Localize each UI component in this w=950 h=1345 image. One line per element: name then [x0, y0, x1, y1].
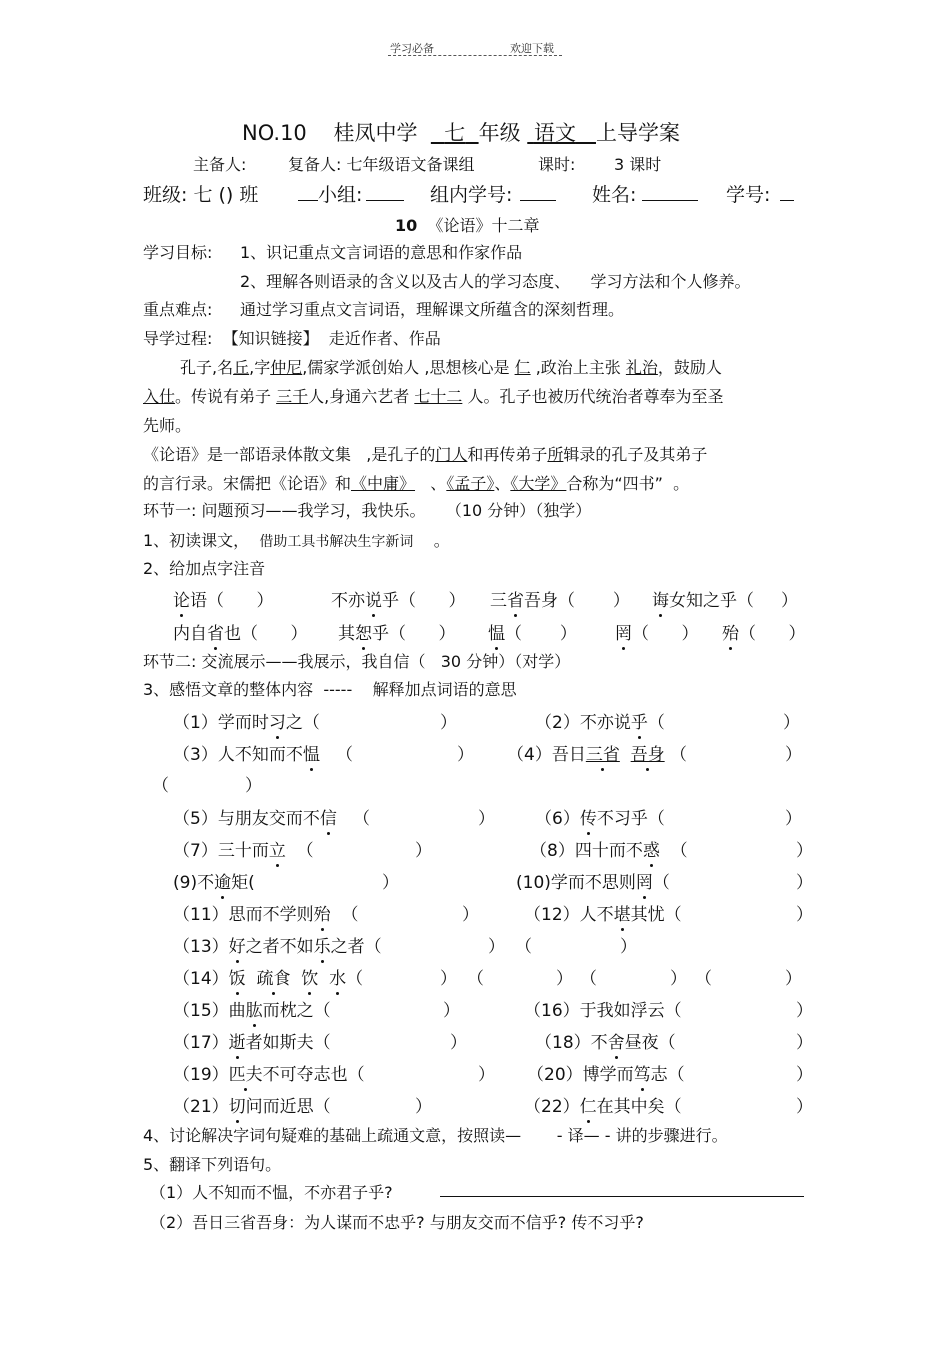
- paren-close: ）: [478, 809, 495, 829]
- q4: 4、讨论解决字词句疑难的基础上疏通文意，按照读— - 译— - 讲的步骤进行。: [143, 1126, 728, 1145]
- guide-line: 导学过程: 【知识链接】 走近作者、作品: [143, 329, 441, 348]
- explain-item-15[interactable]: （15）曲肱而枕之（: [173, 1001, 331, 1021]
- authors-co: 复备人: 七年级语文备课组: [288, 155, 475, 174]
- paren-close: ）: [796, 873, 813, 893]
- page-title: [242, 117, 680, 147]
- paren-close: ）: [415, 841, 432, 861]
- paren-close: ）: [785, 745, 802, 765]
- pinyin-item[interactable]: 不亦说乎（ ）: [331, 591, 466, 611]
- paren-open: （: [695, 969, 712, 989]
- translate-1: （1）人不知而不愠，不亦君子乎?: [150, 1183, 393, 1202]
- pinyin-item[interactable]: 愠（ ）: [488, 624, 577, 644]
- paren-close: ）: [488, 937, 505, 957]
- paren-open: （: [467, 969, 484, 989]
- group-field[interactable]: 小组:: [298, 180, 404, 207]
- explain-item-9[interactable]: (9)不逾矩(: [173, 873, 255, 893]
- explain-item-16[interactable]: （16）于我如浮云（: [524, 1001, 682, 1021]
- name-field[interactable]: 姓名:: [592, 180, 698, 207]
- explain-item-11[interactable]: （11）思而不学则殆 （: [173, 905, 359, 925]
- title-subject: 语文: [533, 121, 576, 145]
- header-right: 欢迎下载: [510, 42, 554, 55]
- explain-item-19[interactable]: （19）匹夫不可夺志也（: [173, 1065, 365, 1085]
- hours-label: 课时:: [538, 155, 576, 174]
- title-grade-suffix: 年级: [478, 121, 521, 145]
- q3: 3、感悟文章的整体内容 ----- 解释加点词语的意思: [143, 680, 517, 699]
- paren-open: （: [515, 937, 532, 957]
- title-school: 桂凤中学: [333, 121, 418, 145]
- section-1-title: 环节一: 问题预习——我学习，我快乐。 （10 分钟）（独学）: [143, 501, 592, 520]
- paren-close: ）: [450, 1033, 467, 1053]
- paren-open: （: [580, 969, 597, 989]
- explain-item-6[interactable]: （6）传不习乎（: [535, 809, 665, 829]
- header-divider: [388, 55, 562, 56]
- title-tail: 上导学案: [595, 121, 680, 145]
- paren-close: ）: [670, 969, 687, 989]
- explain-item-20[interactable]: （20）博学而笃志（: [527, 1065, 685, 1085]
- key-label: 重点难点:: [143, 300, 213, 319]
- section-2-title: 环节二: 交流展示——我展示，我自信（ 30 分钟）（对学）: [143, 652, 571, 671]
- pinyin-item[interactable]: 三省吾身（ ）: [490, 591, 630, 611]
- class-label: 班级: 七 () 班: [143, 184, 259, 206]
- hours-value: 3 课时: [614, 155, 662, 174]
- paren-close: ）: [796, 1033, 813, 1053]
- pinyin-item[interactable]: 其恕乎（ ）: [338, 624, 456, 644]
- title-no: NO.10: [242, 121, 307, 145]
- paren-close: ）: [440, 713, 457, 733]
- lesson-title: 10 《论语》十二章: [395, 216, 540, 235]
- q5: 5、翻译下列语句。: [143, 1155, 282, 1174]
- explain-item-3[interactable]: （3）人不知而不愠 （: [173, 745, 354, 765]
- q2: 2、给加点字注音: [143, 559, 266, 578]
- goal-2: 2、理解各则语录的含义以及古人的学习态度、 学习方法和个人修养。: [240, 272, 751, 291]
- lunyu-line-2: 的言行录。宋儒把《论语》和《中庸》 、《孟子》、《大学》合称为“四书” 。: [143, 474, 690, 493]
- explain-item-7[interactable]: （7）三十而立 （: [173, 841, 314, 861]
- explain-item-2[interactable]: （2）不亦说乎（: [535, 713, 665, 733]
- explain-item-13[interactable]: （13）好之者不如乐之者（: [173, 937, 382, 957]
- title-grade: 七: [444, 121, 466, 145]
- paren-close: ）: [382, 873, 399, 893]
- explain-item-17[interactable]: （17）逝者如斯夫（: [173, 1033, 331, 1053]
- confucius-line-1: 孔子,名丘,字仲尼,儒家学派创始人 ,思想核心是 仁 ,政治上主张 礼治，鼓励人: [180, 358, 722, 377]
- paren-close: ）: [415, 1097, 432, 1117]
- paren-close: ）: [796, 1097, 813, 1117]
- in-group-field[interactable]: 组内学号:: [430, 180, 556, 207]
- paren-close: ）: [478, 1065, 495, 1085]
- pinyin-item[interactable]: 论语（ ）: [173, 591, 274, 611]
- paren-close: ）: [443, 1001, 460, 1021]
- paren-close: ）: [785, 809, 802, 829]
- key-text: 通过学习重点文言词语，理解课文所蕴含的深刻哲理。: [240, 300, 625, 319]
- explain-item-21[interactable]: （21）切问而近思（: [173, 1097, 331, 1117]
- paren-close: ）: [620, 937, 637, 957]
- explain-item-22[interactable]: （22）仁在其中矣（: [524, 1097, 682, 1117]
- answer-line-1[interactable]: [440, 1196, 804, 1197]
- paren-close: ）: [796, 1001, 813, 1021]
- paren-open: （: [152, 776, 169, 796]
- paren-close: ）: [783, 713, 800, 733]
- explain-item-5[interactable]: （5）与朋友交而不信 （: [173, 809, 371, 829]
- explain-item-18[interactable]: （18）不舍昼夜（: [535, 1033, 676, 1053]
- explain-item-14[interactable]: （14）饭 疏食 饮 水（: [173, 969, 364, 989]
- goal-1: 1、识记重点文言词语的意思和作家作品: [240, 243, 523, 262]
- paren-close: ）: [796, 841, 813, 861]
- lunyu-line-1: 《论语》是一部语录体散文集 ,是孔子的门人和再传弟子所辑录的孔子及其弟子: [143, 445, 708, 464]
- explain-item-8[interactable]: （8）四十而不惑 （: [530, 841, 688, 861]
- confucius-line-3: 先师。: [143, 416, 192, 435]
- paren-close: ）: [462, 905, 479, 925]
- header-left: 学习必备: [390, 42, 434, 55]
- translate-2: （2）吾日三省吾身：为人谋而不忠乎? 与朋友交而不信乎? 传不习乎?: [150, 1213, 644, 1232]
- confucius-line-2: 入仕。传说有弟子 三千人,身通六艺者 七十二 人。孔子也被历代统治者尊奉为至圣: [143, 387, 724, 406]
- paren-close: ）: [245, 776, 262, 796]
- explain-item-1[interactable]: （1）学而时习之（: [173, 713, 320, 733]
- pinyin-item[interactable]: 殆（ ）: [722, 624, 806, 644]
- student-no-field[interactable]: 学号:: [726, 180, 794, 207]
- authors-main: 主备人:: [193, 155, 247, 174]
- paren-close: ）: [556, 969, 573, 989]
- q1: 1、初读课文， 借助工具书解决生字新词 。: [143, 531, 450, 550]
- paren-close: ）: [785, 969, 802, 989]
- paren-close: ）: [457, 745, 474, 765]
- pinyin-item[interactable]: 罔（ ）: [615, 624, 699, 644]
- goals-label: 学习目标:: [143, 243, 213, 262]
- paren-close: ）: [796, 905, 813, 925]
- paren-close: ）: [440, 969, 457, 989]
- explain-item-12[interactable]: （12）人不堪其忧（: [524, 905, 682, 925]
- paren-close: ）: [796, 1065, 813, 1085]
- pinyin-item[interactable]: 内自省也（ ）: [173, 624, 308, 644]
- explain-item-4[interactable]: （4）吾日三省 吾身 （: [507, 745, 688, 765]
- explain-item-10[interactable]: (10)学而不思则罔（: [516, 873, 670, 893]
- pinyin-item[interactable]: 诲女知之乎（ ）: [652, 591, 799, 611]
